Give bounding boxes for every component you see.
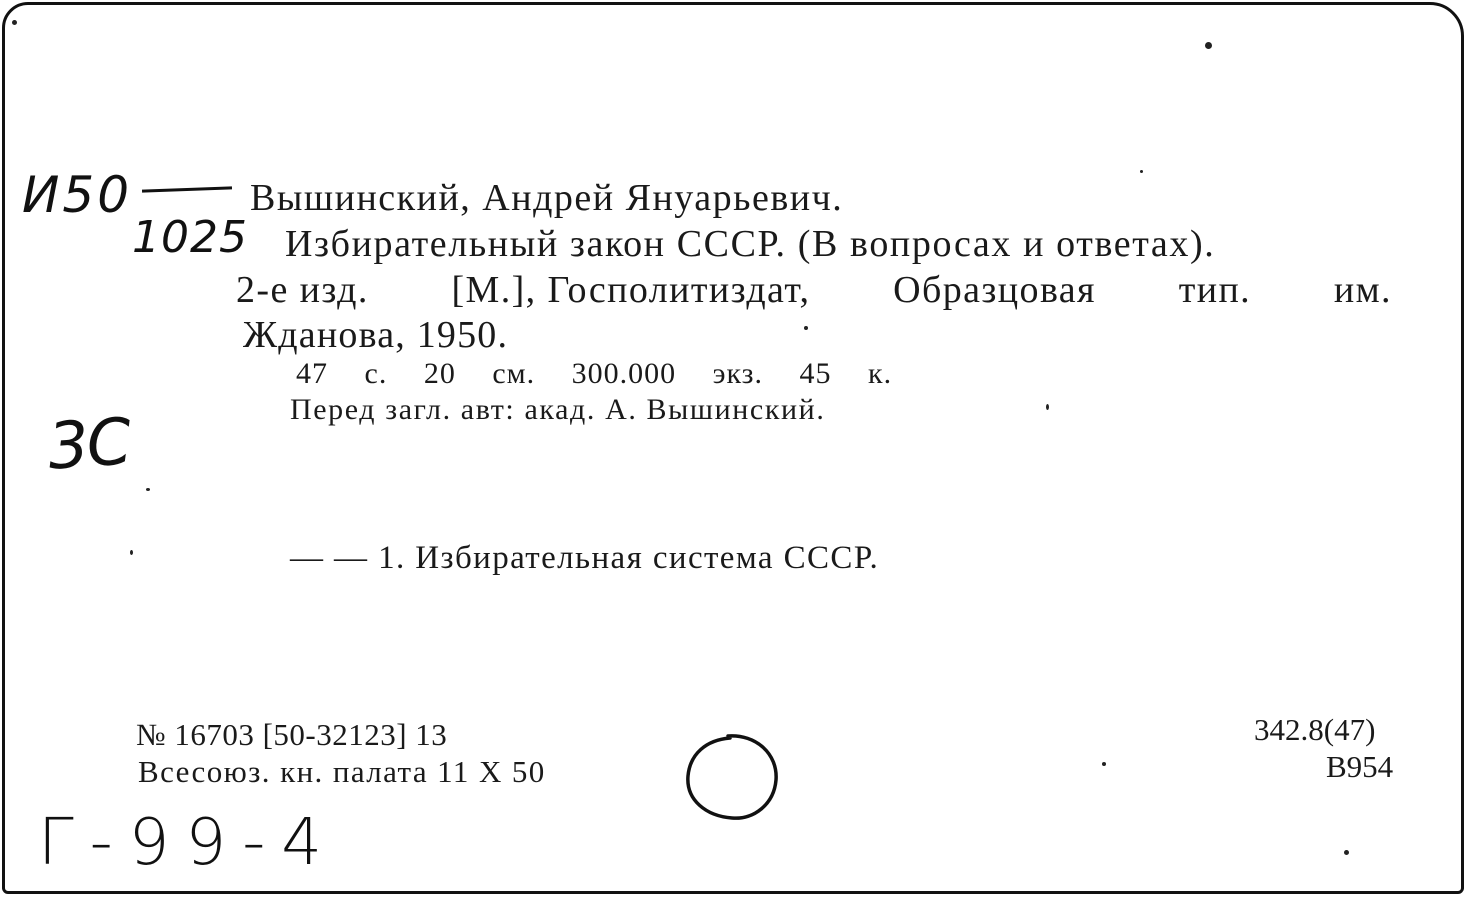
printer-name-prefix: им. <box>1333 269 1392 311</box>
cutter-number: В954 <box>1326 749 1394 784</box>
speck <box>1102 762 1106 766</box>
book-title: Избирательный закон СССР. (В вопросах и ответах). <box>285 223 1216 265</box>
book-chamber-line: Всесоюз. кн. палата 11 X 50 <box>138 754 546 789</box>
speck <box>1205 42 1212 49</box>
speck <box>146 488 150 491</box>
speck <box>1046 404 1049 410</box>
handwritten-call-number-bottom: 1025 <box>132 212 248 263</box>
imprint-line <box>236 268 1392 312</box>
collation: 47 с. 20 см. 300.000 экз. 45 к. <box>296 357 893 390</box>
handwritten-mark-bottom: Г-99-4 <box>38 806 338 880</box>
handwritten-mark-left: 3С <box>45 405 132 485</box>
speck <box>130 550 133 555</box>
author-note: Перед загл. авт: акад. А. Вышинский. <box>290 393 826 426</box>
hand-drawn-circle <box>676 728 786 828</box>
printer: Образцовая <box>893 269 1096 311</box>
printer-type: тип. <box>1178 269 1252 311</box>
subject-tracing: — — 1. Избирательная система СССР. <box>290 540 880 576</box>
classification-mark: 342.8(47) <box>1254 712 1376 747</box>
author-heading: Вышинский, Андрей Януарьевич. <box>250 177 844 219</box>
handwritten-call-number-top: И50 <box>22 166 133 224</box>
edition: 2-е изд. <box>236 269 369 311</box>
speck <box>1140 170 1143 173</box>
speck <box>1344 850 1349 855</box>
publisher: [М.], Госполитиздат, <box>451 269 811 311</box>
imprint-end: Жданова, 1950. <box>243 314 509 356</box>
speck <box>804 326 808 330</box>
card-number: № 16703 [50-32123] 13 <box>136 717 448 752</box>
speck <box>12 20 17 25</box>
